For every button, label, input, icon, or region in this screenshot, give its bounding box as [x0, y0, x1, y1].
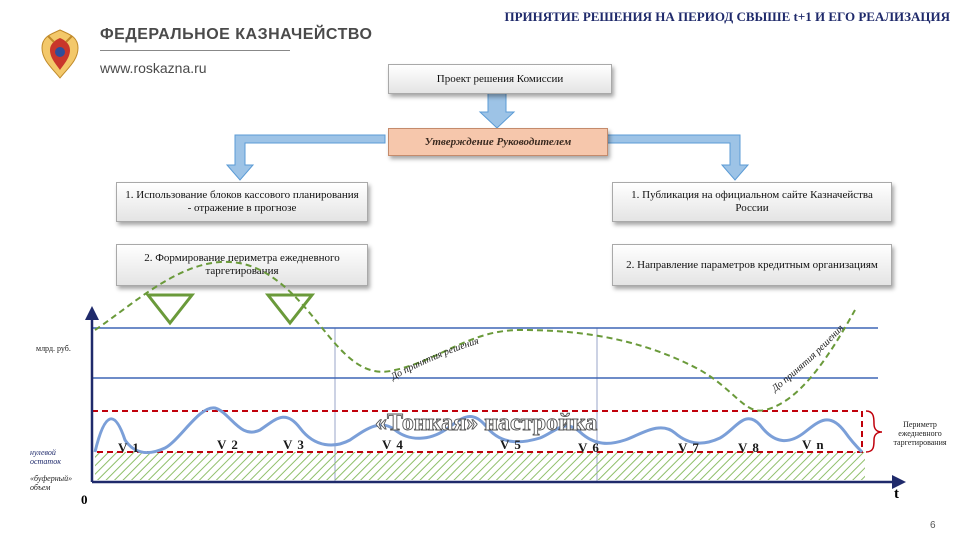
right-step-1-box: 1. Публикация на официальном сайте Казначейства России: [612, 182, 892, 222]
v-label-6: V 6: [578, 440, 600, 455]
left-step-1-box: 1. Использование блоков кассового планирования - отражение в прогнозе: [116, 182, 368, 222]
v-label-8: V 8: [738, 440, 760, 455]
y-axis-arrow-icon: [85, 306, 99, 320]
right-step-2-box: 2. Направление параметров кредитным организациям: [612, 244, 892, 286]
time-axis-label: t: [894, 486, 899, 502]
v-label-7: V 7: [678, 440, 700, 455]
fine-tuning-label: «Тонкая» настройка: [375, 410, 598, 436]
zero-balance-label: нулевой остаток: [30, 448, 61, 466]
v-label-2: V 2: [217, 437, 239, 452]
forecast-curve: [95, 262, 855, 411]
page-number: 6: [930, 520, 936, 531]
perimeter-bracket-icon: [866, 411, 882, 452]
perimeter-label: Периметр ежедневного таргетирования: [893, 420, 947, 447]
y-axis-unit: млрд. руб.: [36, 344, 71, 353]
decision-label-left: До принятия решения: [389, 335, 481, 383]
website-link[interactable]: www.roskazna.ru: [100, 60, 207, 76]
decision-label-right: До принятия решения: [769, 322, 847, 395]
v-label-1: V 1: [118, 440, 140, 455]
org-name: ФЕДЕРАЛЬНОЕ КАЗНАЧЕЙСТВО: [100, 26, 373, 43]
approval-box: Утверждение Руководителем: [388, 128, 608, 156]
v-label-n: V n: [802, 437, 825, 452]
left-step-2-box: 2. Формирование периметра ежедневного таргетирования: [116, 244, 368, 286]
origin-label: 0: [81, 492, 88, 507]
buffer-zone: [95, 452, 865, 480]
page-title: ПРИНЯТИЕ РЕШЕНИЯ НА ПЕРИОД СВЫШЕ t+1 И ЕГО РЕАЛИЗАЦИЯ: [504, 9, 950, 24]
v-label-3: V 3: [283, 437, 305, 452]
v-label-5: V 5: [500, 437, 522, 452]
buffer-label: «буферный» объем: [30, 474, 73, 492]
v-label-4: V 4: [382, 437, 404, 452]
project-box: Проект решения Комиссии: [388, 64, 612, 94]
